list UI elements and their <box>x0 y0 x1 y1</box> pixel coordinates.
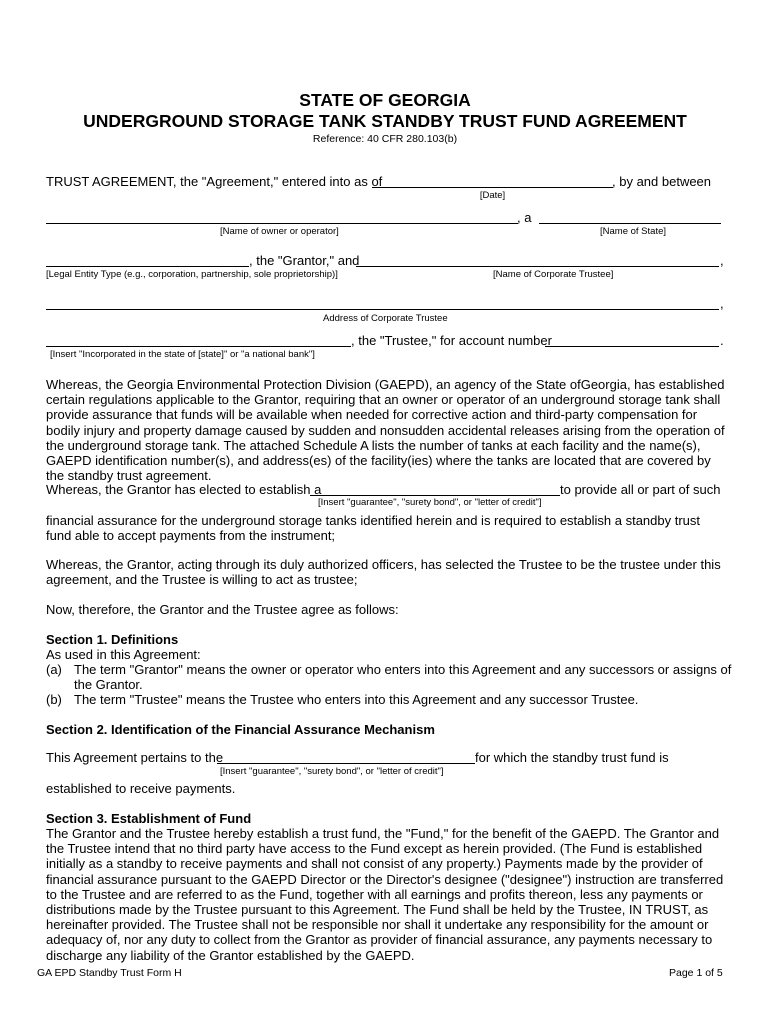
incorporated-label: [Insert "Incorporated in the state of [state]" or "a national bank"] <box>50 349 315 360</box>
page-number: Page 1 of 5 <box>669 967 723 979</box>
whereas-2-start: Whereas, the Grantor has elected to establish a <box>46 482 322 497</box>
trustee-account-text: , the "Trustee," for account number <box>351 333 552 348</box>
section-3-text: The Grantor and the Trustee hereby establish a trust fund, the "Fund," for the benefit of the GAEPD. The Grantor and the Trustee intend that no third party have access to the Fund except as herein provided. (The Fund is established initially as a standby to receive payments and shall not consist of any property.) Payments made by the provider of financial assurance pursuant to the GAEPD Director or the Director's designee ("designee") instruction are transferred to the Trustee and are referred to as the Fund, together with all earnings and profits thereon, less any payments or distributions made by the Trustee pursuant to this Agreement. The Fund shall be held by the Trustee, IN TRUST, as hereinafter provided. The Trustee shall not be responsible nor shall it undertake any responsibility for the amount or adequacy of, nor any duty to collect from the Grantor as provider of financial assurance, any payments necessary to discharge any liability of the Grantor established by the GAEPD. <box>46 826 724 963</box>
section-3-body <box>46 826 724 963</box>
reference-line: Reference: 40 CFR 280.103(b) <box>312 133 458 145</box>
date-label: [Date] <box>479 190 506 201</box>
state-label: [Name of State] <box>600 226 667 237</box>
whereas-2-continued <box>46 513 726 543</box>
trailing-comma: , <box>720 253 724 268</box>
now-therefore-text: Now, therefore, the Grantor and the Trustee agree as follows: <box>46 602 399 617</box>
document-title: STATE OF GEORGIA <box>299 90 471 110</box>
trustee-address-field[interactable] <box>46 309 719 310</box>
trailing-comma-2: , <box>720 296 724 311</box>
address-label: Address of Corporate Trustee <box>323 313 448 324</box>
whereas-paragraph-1 <box>46 377 726 483</box>
footer-form-name: GA EPD Standby Trust Form H <box>37 967 182 979</box>
legal-entity-label: [Legal Entity Type (e.g., corporation, partnership, sole proprietorship)] <box>46 269 338 280</box>
state-field[interactable] <box>539 223 721 224</box>
comma-a: , a <box>517 210 532 225</box>
section-2-mechanism-field[interactable] <box>217 763 475 764</box>
whereas-paragraph-3 <box>46 557 726 587</box>
corporate-trustee-field[interactable] <box>356 266 719 267</box>
definition-a-label: (a) <box>46 662 62 677</box>
owner-operator-field[interactable] <box>46 223 518 224</box>
definition-a-text: The term "Grantor" means the owner or operator who enters into this Agreement and any successors or assigns of <box>74 662 732 677</box>
account-number-field[interactable] <box>545 346 719 347</box>
document-subtitle: UNDERGROUND STORAGE TANK STANDBY TRUST FUND AGREEMENT <box>83 111 687 131</box>
section-2-cont: established to receive payments. <box>46 781 236 796</box>
mechanism-label: [Insert "guarantee", "surety bond", or "letter of credit"] <box>318 497 542 508</box>
whereas-2-end: to provide all or part of such <box>560 482 721 497</box>
whereas-1-text: Whereas, the Georgia Environmental Protection Division (GAEPD), an agency of the State ofGeorgia, has established certain regulations applicable to the Grantor, requiring that an owner or operator of an underground storage tank shall provide assurance that funds will be available when needed for corrective action and third-party compensation for bodily injury and property damage caused by sudden and nonsudden accidental releases arising from the operation of the underground storage tank. The attached Schedule A lists the number of tanks at each facility and the name(s), GAEPD identification number(s), and address(es) of the facility(ies) where the tanks are located that are covered by the standby trust agreement. <box>46 377 725 484</box>
section-3-title: Section 3. Establishment of Fund <box>46 811 252 826</box>
definition-a-text-2: the Grantor. <box>74 677 143 692</box>
section-2-start: This Agreement pertains to the <box>46 750 224 765</box>
section-1-intro: As used in this Agreement: <box>46 647 201 662</box>
section-2-end: for which the standby trust fund is <box>475 750 669 765</box>
agreement-intro: TRUST AGREEMENT, the "Agreement," entered into as of <box>46 174 383 189</box>
legal-entity-field[interactable] <box>46 266 249 267</box>
now-therefore <box>46 602 726 617</box>
trustee-label: [Name of Corporate Trustee] <box>493 269 614 280</box>
mechanism-field[interactable] <box>310 495 560 496</box>
period: . <box>720 333 724 348</box>
incorporation-field[interactable] <box>46 346 351 347</box>
definition-b-label: (b) <box>46 692 62 707</box>
section-2-title: Section 2. Identification of the Financial Assurance Mechanism <box>46 722 435 737</box>
section-1-title: Section 1. Definitions <box>46 632 179 647</box>
section-2-label: [Insert "guarantee", "surety bond", or "letter of credit"] <box>220 766 444 777</box>
whereas-3-text: Whereas, the Grantor, acting through its duly authorized officers, has selected the Trustee to be the trustee under this agreement, and the Trustee is willing to act as trustee; <box>46 557 721 588</box>
date-field[interactable] <box>372 187 613 188</box>
grantor-and: , the "Grantor," and <box>249 253 360 268</box>
by-and-between: , by and between <box>612 174 712 189</box>
owner-label: [Name of owner or operator] <box>220 226 339 237</box>
definition-b-text: The term "Trustee" means the Trustee who enters into this Agreement and any successor Trustee. <box>74 692 639 707</box>
whereas-2-cont-text: financial assurance for the underground storage tanks identified herein and is required to establish a standby trust fund able to accept payments from the instrument; <box>46 513 701 544</box>
